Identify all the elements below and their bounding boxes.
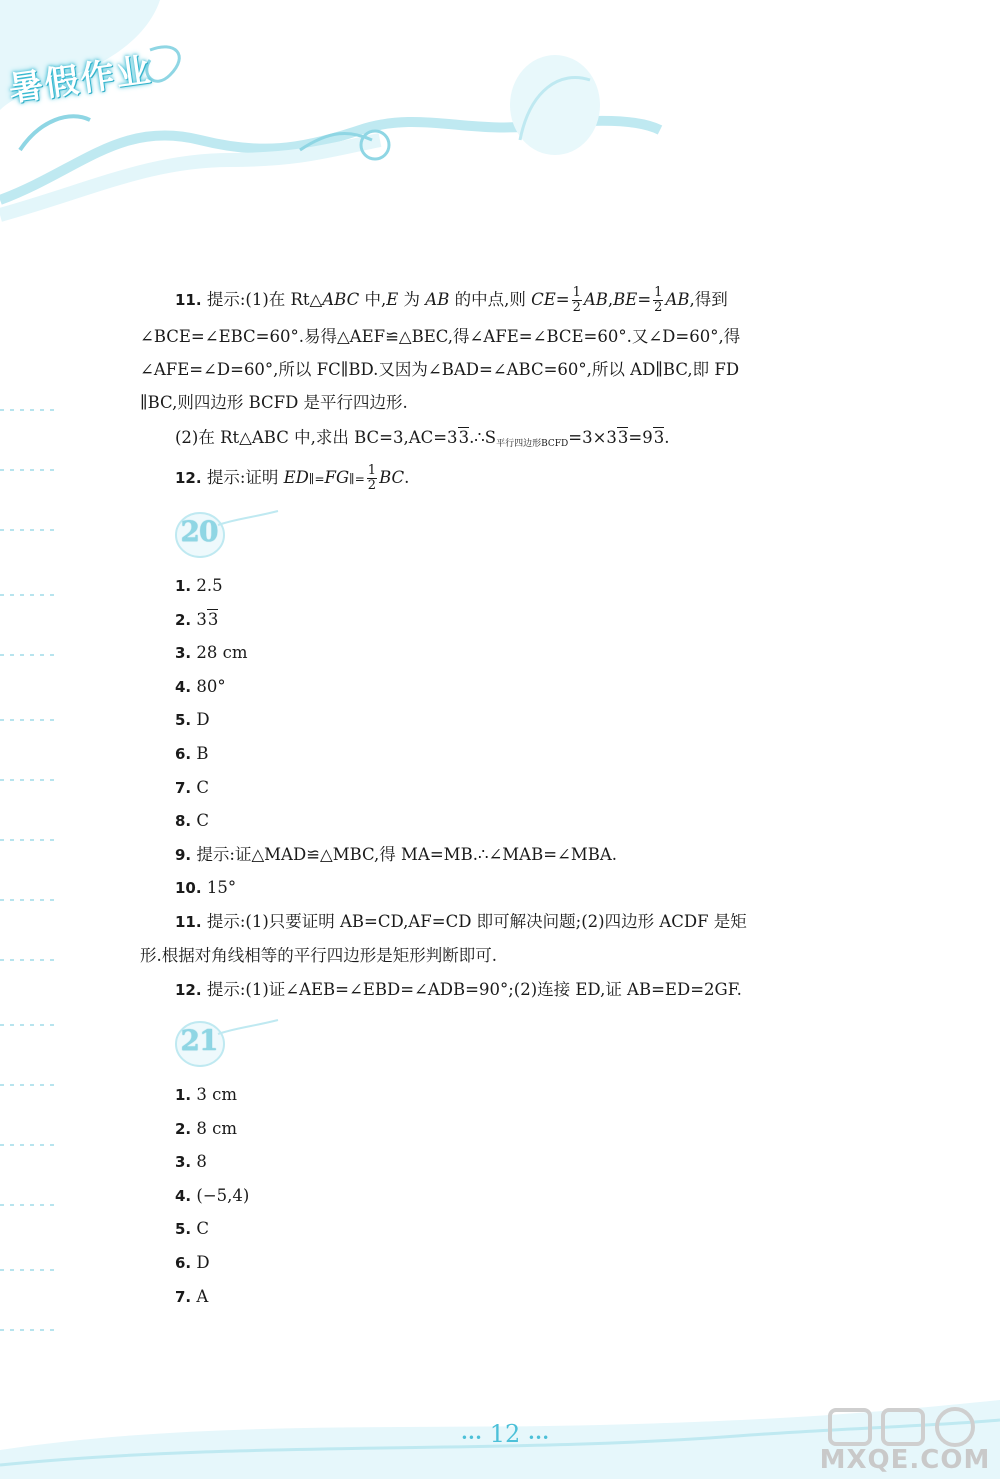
watermark-logo-icon bbox=[815, 1405, 995, 1450]
q11-line-5: (2)在 Rt△ABC 中,求出 $BC=3,AC=33.\therefore S_{平行四边形BCFD}=3\times 33=93$. bbox=[175, 428, 670, 449]
section-badge-21: 21 bbox=[170, 1014, 866, 1074]
q12-line: 12. 提示:证明 ED∥=FG∥= $\frac{1}{2}$ BC. bbox=[175, 463, 410, 493]
list-item: 8. C bbox=[175, 811, 210, 831]
list-item: 6. B bbox=[175, 743, 209, 763]
dots-right-icon: ••• bbox=[527, 1431, 550, 1445]
header-title: 暑假作业 bbox=[6, 50, 155, 110]
q11-line-1: 11. 提示:(1)只要证明 AB=CD,AF=CD 即可解决问题;(2)四边形 ACDF 是矩 bbox=[175, 911, 747, 931]
list-item: 4. (−5,4) bbox=[175, 1185, 250, 1205]
answer-content bbox=[140, 280, 866, 1313]
list-item: 1. 2.5 bbox=[175, 576, 223, 595]
list-item: 7. C bbox=[175, 777, 210, 797]
margin-dashed-lines bbox=[0, 380, 60, 1360]
list-item: 9. 提示:证△MAD≌△MBC,得 MA=MB.∴∠MAB=∠MBA. bbox=[175, 844, 618, 864]
q12-line: 12. 提示:(1)证∠AEB=∠EBD=∠ADB=90°;(2)连接 ED,证 AB=ED=2GF. bbox=[175, 979, 742, 999]
dots-left-icon: ••• bbox=[460, 1431, 483, 1445]
parallel-equal-symbol: ∥= bbox=[308, 472, 325, 486]
list-item: 5. D bbox=[175, 710, 210, 730]
parallel-equal-symbol: ∥= bbox=[349, 472, 365, 486]
list-item: 5. C bbox=[175, 1219, 210, 1239]
header-decoration bbox=[0, 0, 1000, 230]
q11-line-4: ∥BC,则四边形 BCFD 是平行四边形. bbox=[140, 393, 408, 412]
list-item: 3. 8 bbox=[175, 1152, 207, 1172]
list-item: 2. 8 cm bbox=[175, 1118, 238, 1138]
list-item: 3. 28 cm bbox=[175, 643, 248, 663]
q11-line-2: ∠BCE=∠EBC=60°.易得△AEF≌△BEC,得∠AFE=∠BCE=60°.又∠D=60°,得 bbox=[140, 327, 741, 346]
section-badge-20: 20 bbox=[170, 505, 866, 565]
q11-line-3: ∠AFE=∠D=60°,所以 FC∥BD.又因为∠BAD=∠ABC=60°,所以 AD∥BC,即 FD bbox=[140, 360, 740, 379]
list-item: 6. D bbox=[175, 1252, 210, 1272]
q11-line-2: 形.根据对角线相等的平行四边形是矩形判断即可. bbox=[140, 945, 497, 965]
list-item: 4. 80° bbox=[175, 676, 226, 696]
page-number: ••• 12 ••• bbox=[460, 1420, 550, 1448]
fraction-half: $\frac{1}{2}$ bbox=[572, 285, 581, 315]
list-item: 1. 3 cm bbox=[175, 1084, 238, 1104]
fraction-half: $\frac{1}{2}$ bbox=[367, 463, 377, 493]
watermark: MXQE.COM bbox=[815, 1405, 995, 1475]
list-item: 2. 33 bbox=[175, 609, 219, 629]
fraction-half: $\frac{1}{2}$ bbox=[654, 285, 663, 315]
list-item: 7. A bbox=[175, 1286, 209, 1306]
list-item: 10. 15° bbox=[175, 878, 237, 898]
q11-line-1: 11. 提示:(1)在 Rt△ABC 中,E 为 AB 的中点,则 CE= $\frac{1}{2}$ AB,BE= $\frac{1}{2}$ AB,得到 bbox=[175, 285, 728, 315]
